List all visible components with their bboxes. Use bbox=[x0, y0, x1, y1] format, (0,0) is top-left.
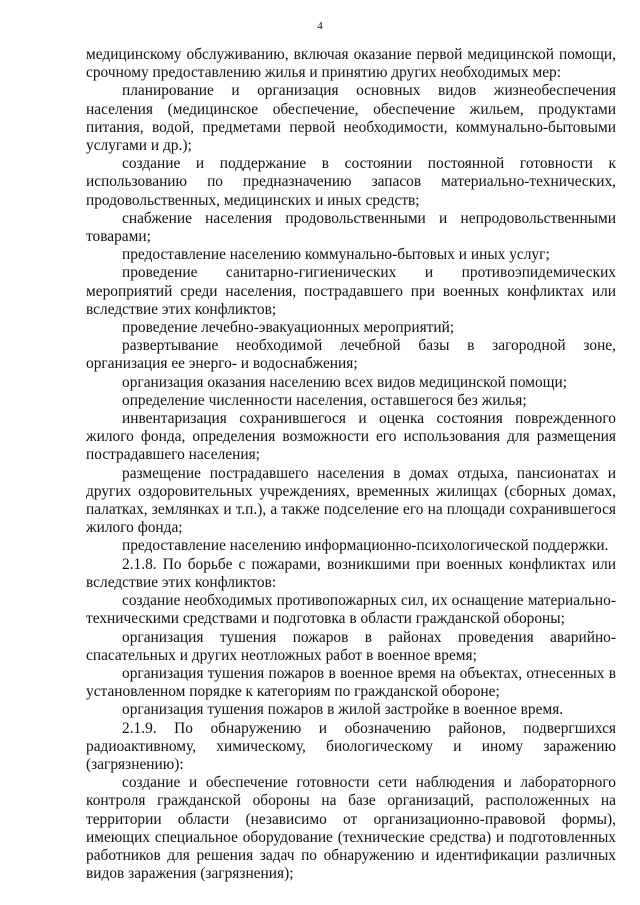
paragraph: снабжение населения продовольственными и непродовольственными товарами; bbox=[86, 209, 616, 246]
paragraph: создание необходимых противопожарных сил, их оснащение материально-техническими средствами и подготовка в области гражданской обороны; bbox=[86, 592, 616, 628]
paragraph: организация тушения пожаров в районах проведения аварийно-спасательных и других неотложных работ в военное время; bbox=[86, 628, 616, 664]
document-body bbox=[86, 46, 616, 883]
paragraph: развертывание необходимой лечебной базы в загородной зоне, организация ее энерго- и водоснабжения; bbox=[86, 337, 616, 373]
paragraph: определение численности населения, оставшегося без жилья; bbox=[122, 391, 527, 409]
paragraph: размещение пострадавшего населения в домах отдыха, пансионатах и других оздоровительных учреждениях, временных жилищах (сборных домах, палатках, землянках и т.п.), а также подселение его на площади сохранившегося жилого фонда; bbox=[86, 464, 616, 537]
paragraph: предоставление населению информационно-психологической поддержки. bbox=[122, 537, 609, 555]
page-number: 4 bbox=[317, 20, 323, 32]
paragraph: предоставление населению коммунально-бытовых и иных услуг; bbox=[122, 246, 550, 264]
paragraph: создание и обеспечение готовности сети наблюдения и лабораторного контроля гражданской обороны на базе организаций, расположенных на территории области (независимо от организационно-правовой формы), имеющих специальное оборудование (технические средства) и подготовленных работников для решения задач по обнаружению и идентификации различных видов заражения (загрязнения); bbox=[86, 774, 616, 883]
paragraph: проведение лечебно-эвакуационных мероприятий; bbox=[122, 319, 455, 337]
paragraph: проведение санитарно-гигиенических и противоэпидемических мероприятий среди населения, пострадавшего при военных конфликтах или вследствие этих конфликтов; bbox=[86, 264, 616, 318]
paragraph: организация тушения пожаров в военное время на объектах, отнесенных в установленном порядке к категориям по гражданской обороне; bbox=[86, 664, 616, 701]
paragraph: инвентаризация сохранившегося и оценка состояния поврежденного жилого фонда, определения возможности его использования для размещения пострадавшего населения; bbox=[86, 410, 616, 464]
paragraph: организация оказания населению всех видов медицинской помощи; bbox=[122, 373, 568, 391]
section-heading-2-1-9: 2.1.9. По обнаружению и обозначению районов, подвергшихся радиоактивному, химическому, биологическому и иному заражению (загрязнению): bbox=[86, 719, 616, 773]
paragraph: планирование и организация основных видов жизнеобеспечения населения (медицинское обеспечение, обеспечение жильем, продуктами питания, водой, предметами первой необходимости, коммунально-бытовыми услугами и др.); bbox=[86, 82, 616, 155]
paragraph: организация тушения пожаров в жилой застройке в военное время. bbox=[122, 701, 564, 719]
paragraph: создание и поддержание в состоянии постоянной готовности к использованию по предназначению запасов материально-технических, продовольственных, медицинских и иных средств; bbox=[86, 155, 616, 209]
paragraph: медицинскому обслуживанию, включая оказание первой медицинской помощи, срочному предоставлению жилья и принятию других необходимых мер: bbox=[86, 46, 616, 82]
section-heading-2-1-8: 2.1.8. По борьбе с пожарами, возникшими при военных конфликтах или вследствие этих конфликтов: bbox=[86, 555, 616, 591]
